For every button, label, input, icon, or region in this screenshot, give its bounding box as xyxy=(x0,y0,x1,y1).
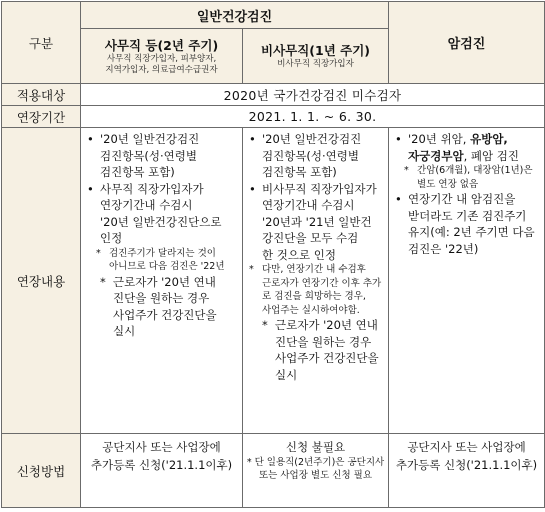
non-office-content xyxy=(243,128,389,434)
office-worker-header xyxy=(81,29,243,84)
non-office-worker-header xyxy=(243,29,389,84)
health-checkup-extension-table xyxy=(1,1,545,508)
period-value: 2021. 1. 1. ~ 6. 30. xyxy=(81,106,545,128)
non-office-apply: 신청 불필요 * 단 일용직(2년주기)은 공단지사 또는 사업장 별도 신청 필요 xyxy=(243,434,389,508)
content-label: 연장내용 xyxy=(2,128,81,434)
list-item: • 비사무직 직장가입자가 연장기간내 수검시 '20년과 '21년 일반건 강진단을 모두 수검 한 것으로 인정 xyxy=(249,181,377,262)
non-office-worker-members: 비사무직 직장가입자 xyxy=(277,59,354,69)
list-item: • '20년 일반건강검진 검진항목(성·연령별 검진항목 포함) xyxy=(87,132,200,179)
period-label: 연장기간 xyxy=(2,106,81,128)
office-worker-members-2: 지역가입자, 의료급여수급권자 xyxy=(105,64,218,75)
list-item: • '20년 일반건강검진 검진항목(성·연령별 검진항목 포함) xyxy=(249,132,362,179)
target-value: 2020년 국가건강검진 미수검자 xyxy=(81,84,545,106)
footnote: * 근로자가 '20년 연내 진단을 원하는 경우 사업주가 건강진단을 실시 xyxy=(100,274,217,338)
target-label: 적용대상 xyxy=(2,84,81,106)
non-office-worker-title: 비사무직(1년 주기) xyxy=(261,43,371,58)
office-worker-members-1: 사무직 직장가입자, 피부양자, xyxy=(106,53,217,64)
office-worker-title: 사무직 등(2년 주기) xyxy=(104,37,219,53)
list-item: • '20년 위암, 유방암, 자궁경부암, 폐암 검진 xyxy=(395,132,519,163)
general-checkup-header: 일반건강검진 xyxy=(81,2,389,29)
footnote: * 근로자가 '20년 연내 진단을 원하는 경우 사업주가 건강진단을 실시 xyxy=(262,318,379,382)
list-item: • 사무직 직장가입자가 연장기간내 수검시 '20년 일반건강진단으로 인정 xyxy=(87,181,222,245)
cancer-apply: 공단지사 또는 사업장에 추가등록 신청('21.1.1이후) xyxy=(389,434,545,508)
office-apply: 공단지사 또는 사업장에 추가등록 신청('21.1.1이후) xyxy=(81,434,243,508)
office-content xyxy=(81,128,243,434)
footnote: * 검진주기가 달라지는 것이 아니므로 다음 검진은 '22년 xyxy=(96,247,225,272)
list-item: • 연장기간 내 암검진을 받더라도 기존 검진주기 유지(예: 2년 주기면 다음 검진은 '22년) xyxy=(395,192,535,256)
footnote: * 다만, 연장기간 내 수검후 근로자가 연장기간 이후 추가 로 검진을 희망하는 경우, 사업주는 실시하여야함. xyxy=(249,264,382,316)
category-header: 구분 xyxy=(2,2,81,84)
apply-label: 신청방법 xyxy=(2,434,81,508)
footnote: * 간암(6개월), 대장암(1년)은 별도 연장 없음 xyxy=(404,165,533,190)
cancer-content xyxy=(389,128,545,434)
cancer-checkup-header: 암검진 xyxy=(389,2,545,84)
